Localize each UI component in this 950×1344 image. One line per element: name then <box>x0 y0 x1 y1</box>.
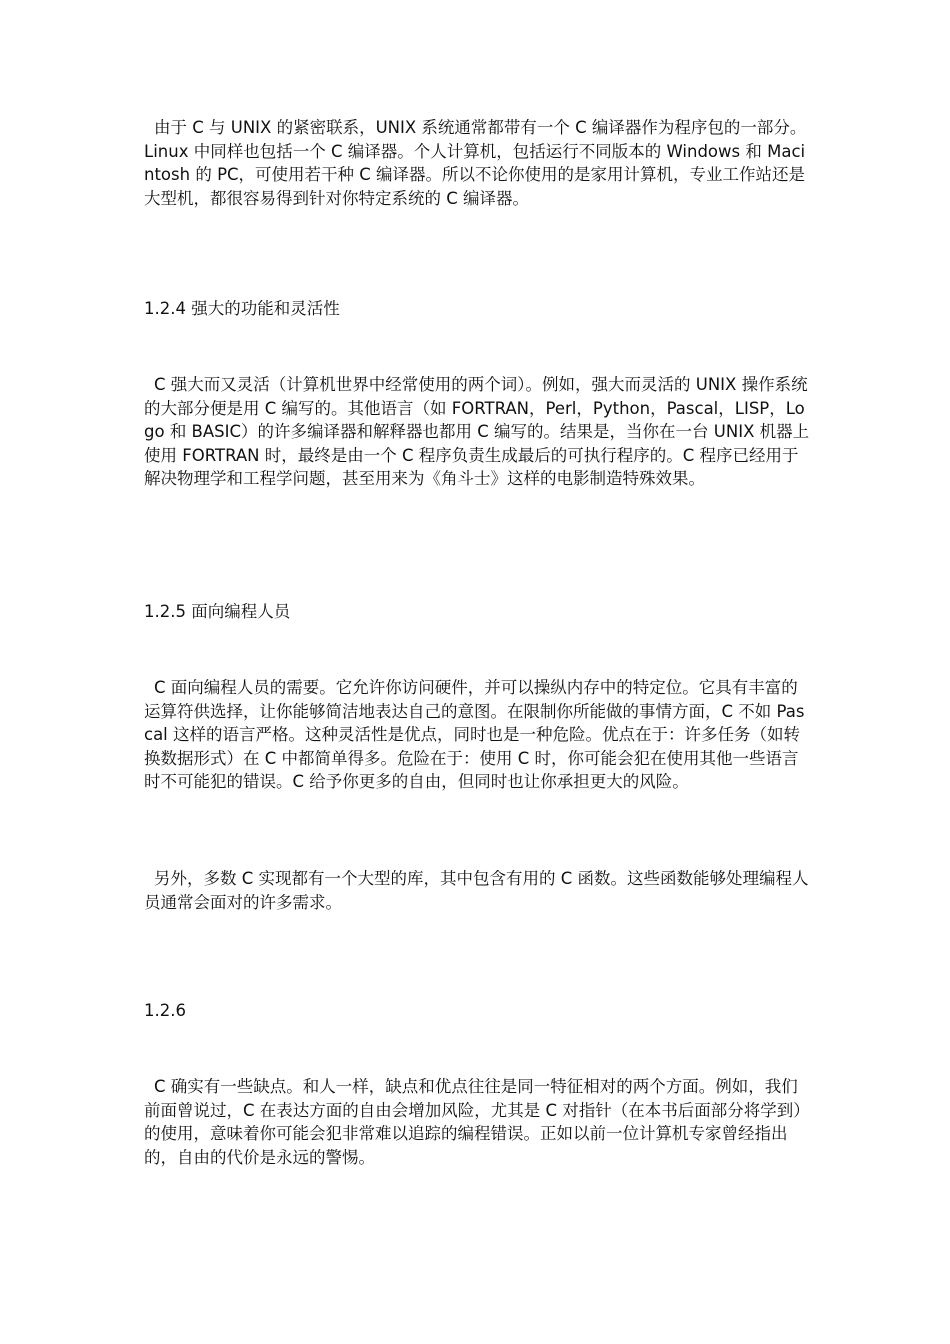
section-heading-1-2-4: 1.2.4 强大的功能和灵活性 <box>144 299 340 318</box>
paragraph-power-and-flexibility: C 强大而又灵活（计算机世界中经常使用的两个词）。例如，强大而灵活的 UNIX 操作系统的大部分便是用 C 编写的。其他语言（如 FORTRAN，Perl，Python，Pascal，LISP，Logo 和 BASIC）的许多编译器和解释器也都用 C 编写的。结果是，当你在一台 UNIX 机器上使用 FORTRAN 时，最终是由一个 C 程序负责生成最后的可执行程序的。C 程序已经用于解决物理学和工程学问题，甚至用来为《角斗士》这样的电影制造特殊效果。 <box>144 375 810 488</box>
section-heading-1-2-5: 1.2.5 面向编程人员 <box>144 602 291 621</box>
paragraph-c-compilers-availability: 由于 C 与 UNIX 的紧密联系，UNIX 系统通常都带有一个 C 编译器作为程序包的一部分。Linux 中同样也包括一个 C 编译器。个人计算机，包括运行不同版本的 Windows 和 Macintosh 的 PC，可使用若干种 C 编译器。所以不论你使用的是家用计算机，专业工作站还是大型机，都很容易得到针对你特定系统的 C 编译器。 <box>144 118 807 208</box>
paragraph-programmer-oriented: C 面向编程人员的需要。它允许你访问硬件，并可以操纵内存中的特定位。它具有丰富的运算符供选择，让你能够简洁地表达自己的意图。在限制你所能做的事情方面，C 不如 Pascal 这样的语言严格。这种灵活性是优点，同时也是一种危险。优点在于：许多任务（如转换数据形式）在 C 中都简单得多。危险在于：使用 C 时，你可能会犯在使用其他一些语言时不可能犯的错误。C 给予你更多的自由，但同时也让你承担更大的风险。 <box>144 678 805 791</box>
paragraph-shortcomings: C 确实有一些缺点。和人一样，缺点和优点往往是同一特征相对的两个方面。例如，我们前面曾说过，C 在表达方面的自由会增加风险，尤其是 C 对指针（在本书后面部分将学到）的使用，意味着你可能会犯非常难以追踪的编程错误。正如以前一位计算机专家曾经指出的，自由的代价是永远的警惕。 <box>144 1077 810 1167</box>
paragraph-c-library: 另外，多数 C 实现都有一个大型的库，其中包含有用的 C 函数。这些函数能够处理编程人员通常会面对的许多需求。 <box>144 869 809 912</box>
section-heading-1-2-6: 1.2.6 <box>144 1001 186 1020</box>
